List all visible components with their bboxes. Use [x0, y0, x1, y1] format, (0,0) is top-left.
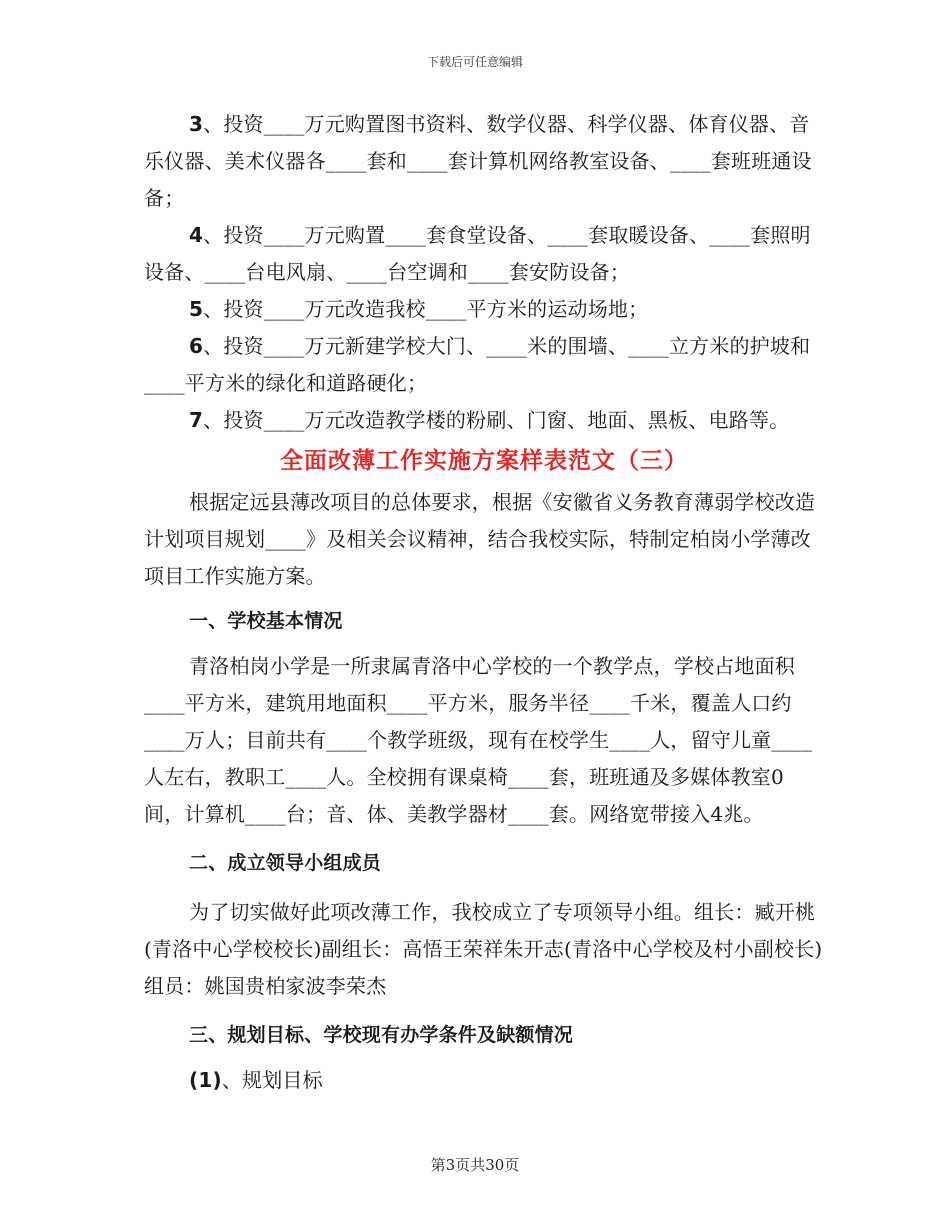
sub-item-planning-goals: [144, 1062, 824, 1099]
list-item-text: 、投资____万元改造教学楼的粉刷、门窗、地面、黑板、电路等。: [203, 408, 790, 432]
section-title: 全面改薄工作实施方案样表范文（三）: [280, 448, 688, 474]
list-item-3: [144, 106, 824, 217]
heading-school-basics: 一、学校基本情况: [189, 610, 343, 632]
list-item-text: 、投资____万元购置图书资料、数学仪器、科学仪器、体育仪器、音乐仪器、美术仪器各____套和____套计算机网络教室设备、____套班班通设备；: [144, 112, 812, 210]
list-item-4: [144, 217, 824, 291]
sub-item-text: 、规划目标: [221, 1068, 323, 1092]
list-item-text: 、投资____万元改造我校____平方米的运动场地；: [203, 297, 649, 321]
heading-leadership-group: 二、成立领导小组成员: [189, 852, 382, 874]
list-item-6: [144, 328, 824, 402]
list-item-text: 、投资____万元购置____套食堂设备、____套取暖设备、____套照明设备、____台电风扇、____台空调和____套安防设备；: [144, 223, 811, 284]
sub-item-number: (1): [189, 1068, 222, 1092]
list-item-number: 3: [189, 112, 204, 136]
page-footer: 第3页共30页: [430, 1156, 520, 1174]
document-body: [144, 106, 824, 1099]
list-item-number: 6: [189, 334, 204, 358]
list-item-number: 5: [189, 297, 204, 321]
leadership-paragraph: 为了切实做好此项改薄工作，我校成立了专项领导小组。组长：臧开桃(青洛中心学校校长)副组长：高悟王荣祥朱开志(青洛中心学校及村小副校长)组员：姚国贵柏家波李荣杰: [144, 900, 823, 998]
list-item-text: 、投资____万元新建学校大门、____米的围墙、____立方米的护坡和____平方米的绿化和道路硬化；: [144, 334, 811, 395]
list-item-7: [144, 402, 824, 439]
list-item-5: [144, 291, 824, 328]
list-item-number: 4: [189, 223, 204, 247]
school-basics-paragraph: 青洛柏岗小学是一所隶属青洛中心学校的一个教学点，学校占地面积____平方米，建筑用地面积____平方米，服务半径____千米，覆盖人口约____万人；目前共有____个教学班级，现有在校学生____人，留守儿童____人左右，教职工____人。全校拥有课桌椅____套，班班通及多媒体教室0间，计算机____台；音、体、美教学器材____套。网络宽带接入4兆。: [144, 654, 813, 826]
intro-paragraph: 根据定远县薄改项目的总体要求，根据《安徽省义务教育薄弱学校改造计划项目规划____》及相关会议精神，结合我校实际，特制定柏岗小学薄改项目工作实施方案。: [144, 490, 816, 588]
heading-planning-goals: 三、规划目标、学校现有办学条件及缺额情况: [189, 1024, 574, 1046]
list-item-number: 7: [189, 408, 204, 432]
page-header-note: 下载后可任意编辑: [426, 55, 523, 69]
